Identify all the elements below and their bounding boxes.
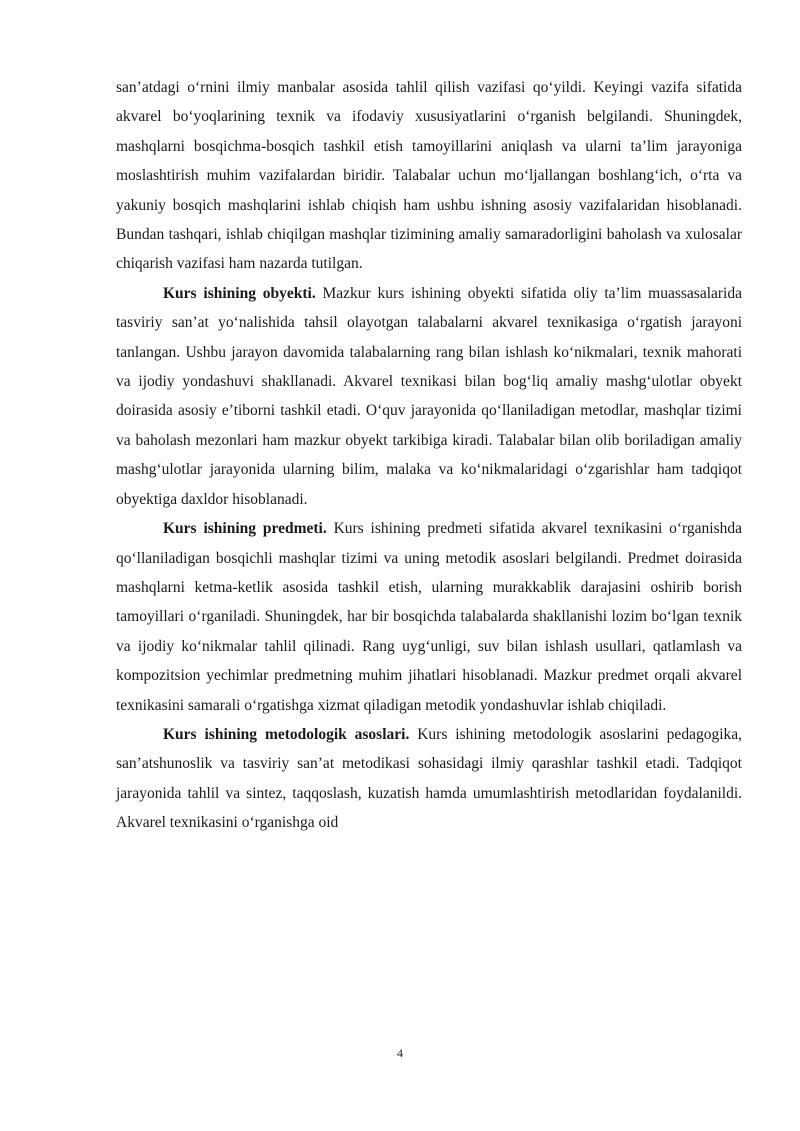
paragraph-tasks-continued bbox=[116, 73, 742, 279]
body-text bbox=[116, 73, 742, 838]
paragraph-heading: Kurs ishining predmeti. bbox=[163, 520, 327, 538]
paragraph-methodology bbox=[116, 720, 742, 838]
paragraph-subject bbox=[116, 514, 742, 720]
paragraph-text: Mazkur kurs ishining obyekti sifatida oliy ta’lim muassasalarida tasviriy san’at yo‘nalishida tahsil olayotgan talabalarni akvarel texnikasiga o‘rgatish jarayoni tanlangan. Ushbu jarayon davomida talabalarning rang bilan ishlash ko‘nikmalari, texnik mahorati va ijodiy yondashuvi shakllanadi. Akvarel texnikasi bilan bog‘liq amaliy mashg‘ulotlar obyekt doirasida asosiy e’tiborni tashkil etadi. O‘quv jarayonida qo‘llaniladigan metodlar, mashqlar tizimi va baholash mezonlari ham mazkur obyekt tarkibiga kiradi. Talabalar bilan olib boriladigan amaliy mashg‘ulotlar jarayonida ularning bilim, malaka va ko‘nikmalaridagi o‘zgarishlar ham tadqiqot obyektiga daxldor hisoblanadi. bbox=[116, 284, 742, 508]
paragraph-text: Kurs ishining metodologik asoslarini pedagogika, san’atshunoslik va tasviriy san’at metodikasi sohasidagi ilmiy qarashlar tashkil etadi. Tadqiqot jarayonida tahlil va sintez, taqqoslash, kuzatish hamda umumlashtirish metodlaridan foydalanildi. Akvarel texnikasini o‘rganishga oid bbox=[116, 725, 743, 832]
paragraph-heading: Kurs ishining obyekti. bbox=[163, 284, 316, 302]
page-number: 4 bbox=[397, 1046, 403, 1060]
paragraph-object bbox=[116, 279, 742, 514]
paragraph-heading: Kurs ishining metodologik asoslari. bbox=[163, 725, 410, 743]
paragraph-text: Kurs ishining predmeti sifatida akvarel texnikasini o‘rganishda qo‘llaniladigan bosqichli mashqlar tizimi va uning metodik asoslari belgilandi. Predmet doirasida mashqlarni ketma-ketlik asosida tashkil etish, ularning murakkablik darajasini oshirib borish tamoyillari o‘rganiladi. Shuningdek, har bir bosqichda talabalarda shakllanishi lozim bo‘lgan texnik va ijodiy ko‘nikmalar tahlil qilinadi. Rang uyg‘unligi, suv bilan ishlash usullari, qatlamlash va kompozitsion yechimlar predmetning muhim jihatlari hisoblanadi. Mazkur predmet orqali akvarel texnikasini samarali o‘rgatishga xizmat qiladigan metodik yondashuvlar ishlab chiqiladi. bbox=[116, 520, 742, 714]
paragraph-text: san’atdagi o‘rnini ilmiy manbalar asosida tahlil qilish vazifasi qo‘yildi. Keyingi vazifa sifatida akvarel bo‘yoqlarining texnik va ifodaviy xususiyatlarini o‘rganish belgilandi. Shuningdek, mashqlarni bosqichma-bosqich tashkil etish tamoyillarini aniqlash va ularni ta’lim jarayoniga moslashtirish muhim vazifalardan biridir. Talabalar uchun mo‘ljallangan boshlang‘ich, o‘rta va yakuniy bosqich mashqlarini ishlab chiqish ham ushbu ishning asosiy vazifalaridan hisoblanadi. Bundan tashqari, ishlab chiqilgan mashqlar tizimining amaliy samaradorligini baholash va xulosalar chiqarish vazifasi ham nazarda tutilgan. bbox=[116, 79, 742, 273]
